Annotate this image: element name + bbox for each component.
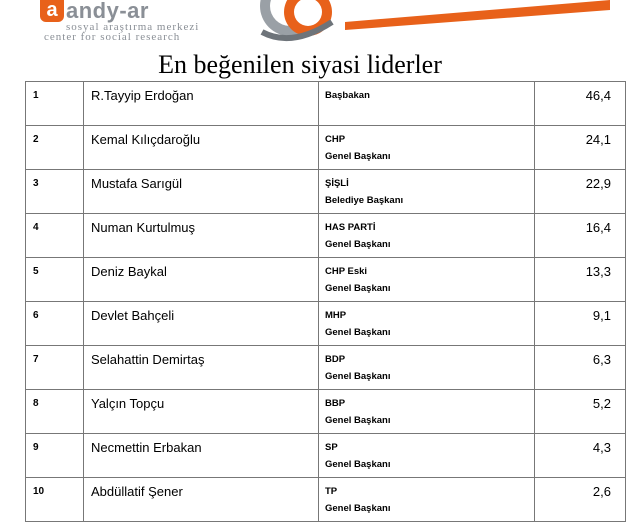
- leader-name-cell: Deniz Baykal: [84, 258, 319, 302]
- percentage-cell: 22,9: [535, 170, 626, 214]
- logo-mark: a: [40, 0, 64, 22]
- role-cell: [319, 434, 535, 478]
- table-row: [26, 82, 626, 126]
- page-title: En beğenilen siyasi liderler: [158, 50, 442, 79]
- role-cell: [319, 390, 535, 434]
- table-row: [26, 302, 626, 346]
- percentage-cell: 13,3: [535, 258, 626, 302]
- role-cell: [319, 478, 535, 522]
- role-line-1: MHP: [325, 310, 347, 321]
- role-line-2: Genel Başkanı: [325, 459, 391, 470]
- role-line-1: BDP: [325, 354, 346, 365]
- role-line-1: CHP: [325, 134, 346, 145]
- leader-name-cell: Selahattin Demirtaş: [84, 346, 319, 390]
- table-row: [26, 434, 626, 478]
- role-cell: [319, 346, 535, 390]
- role-line-2: Genel Başkanı: [325, 283, 391, 294]
- role-line-1: ŞİŞLİ: [325, 178, 349, 189]
- table-row: [26, 258, 626, 302]
- role-line-1: SP: [325, 442, 338, 453]
- role-line-1: CHP Eski: [325, 266, 368, 277]
- table-row: [26, 346, 626, 390]
- role-line-2: Belediye Başkanı: [325, 195, 404, 206]
- role-cell: [319, 126, 535, 170]
- table-row: [26, 170, 626, 214]
- leader-name-cell: Numan Kurtulmuş: [84, 214, 319, 258]
- role-line-1: Başbakan: [325, 90, 370, 101]
- role-cell: [319, 302, 535, 346]
- role-line-1: TP: [325, 486, 338, 497]
- percentage-cell: 4,3: [535, 434, 626, 478]
- leaders-table: [25, 81, 626, 522]
- table-row: [26, 390, 626, 434]
- role-cell: [319, 214, 535, 258]
- percentage-cell: 9,1: [535, 302, 626, 346]
- rank-cell: 5: [26, 258, 84, 302]
- role-line-2: Genel Başkanı: [325, 327, 391, 338]
- rank-cell: 8: [26, 390, 84, 434]
- leader-name-cell: Mustafa Sarıgül: [84, 170, 319, 214]
- emblem-graphic: [232, 0, 352, 48]
- percentage-cell: 16,4: [535, 214, 626, 258]
- percentage-cell: 24,1: [535, 126, 626, 170]
- leader-name-cell: R.Tayyip Erdoğan: [84, 82, 319, 126]
- rank-cell: 9: [26, 434, 84, 478]
- role-line-2: Genel Başkanı: [325, 151, 391, 162]
- role-cell: [319, 82, 535, 126]
- orange-banner: [345, 0, 610, 30]
- rank-cell: 10: [26, 478, 84, 522]
- role-line-1: BBP: [325, 398, 346, 409]
- role-line-2: Genel Başkanı: [325, 371, 391, 382]
- logo-subtitle-en: center for social research: [44, 31, 181, 43]
- leader-name-cell: Abdüllatif Şener: [84, 478, 319, 522]
- logo-name: andy-ar: [66, 0, 149, 23]
- leader-name-cell: Devlet Bahçeli: [84, 302, 319, 346]
- logo-subtitle-tr: sosyal araştırma merkezi: [66, 21, 200, 33]
- rank-cell: 2: [26, 126, 84, 170]
- role-line-2: Genel Başkanı: [325, 415, 391, 426]
- leader-name-cell: Yalçın Topçu: [84, 390, 319, 434]
- percentage-cell: 2,6: [535, 478, 626, 522]
- role-line-2: Genel Başkanı: [325, 503, 391, 514]
- table-row: [26, 214, 626, 258]
- rank-cell: 6: [26, 302, 84, 346]
- role-line-1: HAS PARTİ: [325, 222, 376, 233]
- percentage-cell: 5,2: [535, 390, 626, 434]
- header-logo: [0, 0, 600, 48]
- table-row: [26, 478, 626, 522]
- percentage-cell: 6,3: [535, 346, 626, 390]
- table-row: [26, 126, 626, 170]
- rank-cell: 3: [26, 170, 84, 214]
- role-cell: [319, 258, 535, 302]
- role-cell: [319, 170, 535, 214]
- rank-cell: 1: [26, 82, 84, 126]
- rank-cell: 4: [26, 214, 84, 258]
- percentage-cell: 46,4: [535, 82, 626, 126]
- leader-name-cell: Necmettin Erbakan: [84, 434, 319, 478]
- rank-cell: 7: [26, 346, 84, 390]
- leader-name-cell: Kemal Kılıçdaroğlu: [84, 126, 319, 170]
- role-line-2: Genel Başkanı: [325, 239, 391, 250]
